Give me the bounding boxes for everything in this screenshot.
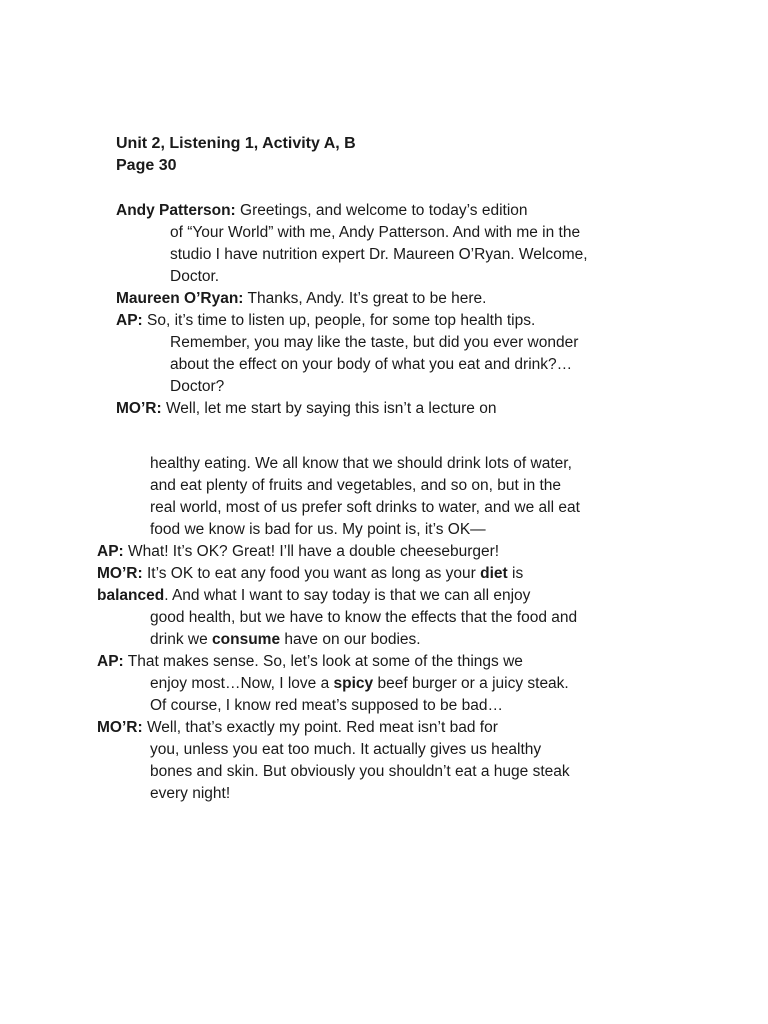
speaker-name: MO’R: (97, 565, 143, 582)
document-title: Unit 2, Listening 1, Activity A, B (116, 135, 356, 152)
page-number-label: Page 30 (116, 157, 177, 174)
vocabulary-word: diet (480, 565, 508, 582)
dialogue-text: have on our bodies. (284, 631, 421, 648)
dialogue-text: is (512, 565, 524, 582)
dialogue-line: healthy eating. We all know that we should drink lots of water, (150, 455, 572, 472)
dialogue-line (97, 585, 530, 607)
dialogue-line: food we know is bad for us. My point is, it’s OK— (150, 521, 486, 538)
dialogue-line: real world, most of us prefer soft drinks to water, and we all eat (150, 499, 580, 516)
speaker-name: AP: (116, 312, 143, 329)
dialogue-line (97, 563, 523, 585)
dialogue-line: Doctor. (170, 268, 220, 285)
dialogue-text: Well, that’s exactly my point. Red meat isn’t bad for (146, 719, 498, 736)
dialogue-line: every night! (150, 785, 231, 802)
dialogue-text: What! It’s OK? Great! I’ll have a double cheeseburger! (128, 543, 500, 560)
dialogue-line: Of course, I know red meat’s supposed to be bad… (150, 697, 503, 714)
dialogue-text: Thanks, Andy. It’s great to be here. (247, 290, 487, 307)
dialogue-text: beef burger or a juicy steak. (377, 675, 569, 692)
speaker-name: MO’R: (116, 400, 162, 417)
dialogue-line: you, unless you eat too much. It actually gives us healthy (150, 741, 542, 758)
dialogue-line: bones and skin. But obviously you shouldn’t eat a huge steak (150, 763, 570, 780)
dialogue-line: studio I have nutrition expert Dr. Maureen O’Ryan. Welcome, (170, 246, 588, 263)
dialogue-line: of “Your World” with me, Andy Patterson. And with me in the (170, 224, 581, 241)
dialogue-line: and eat plenty of fruits and vegetables, and so on, but in the (150, 477, 562, 494)
vocabulary-word: consume (212, 631, 281, 648)
dialogue-line (97, 541, 499, 563)
dialogue-line (116, 200, 528, 222)
dialogue-line (150, 673, 569, 695)
dialogue-text: Well, let me start by saying this isn’t a lecture on (165, 400, 497, 417)
vocabulary-word: balanced (97, 587, 165, 604)
dialogue-line: Remember, you may like the taste, but did you ever wonder (170, 334, 579, 351)
dialogue-text: That makes sense. So, let’s look at some of the things we (127, 653, 523, 670)
dialogue-text: enjoy most…Now, I love a (150, 675, 330, 692)
speaker-name: Andy Patterson: (116, 202, 236, 219)
dialogue-text: So, it’s time to listen up, people, for some top health tips. (147, 312, 536, 329)
vocabulary-word: spicy (333, 675, 374, 692)
dialogue-text: Greetings, and welcome to today’s edition (240, 202, 528, 219)
speaker-name: MO’R: (97, 719, 143, 736)
dialogue-line (116, 398, 496, 420)
speaker-name: AP: (97, 543, 124, 560)
dialogue-line (116, 288, 486, 310)
dialogue-text: It’s OK to eat any food you want as long as your (146, 565, 476, 582)
dialogue-line (97, 651, 523, 673)
dialogue-line (116, 310, 535, 332)
dialogue-line (150, 629, 421, 651)
dialogue-line: Doctor? (170, 378, 225, 395)
dialogue-text: . And what I want to say today is that we can all enjoy (164, 587, 531, 604)
dialogue-line (97, 717, 498, 739)
speaker-name: AP: (97, 653, 124, 670)
dialogue-line: about the effect on your body of what you eat and drink?… (170, 356, 573, 373)
dialogue-line: good health, but we have to know the effects that the food and (150, 609, 578, 626)
dialogue-text: drink we (150, 631, 208, 648)
speaker-name: Maureen O’Ryan: (116, 290, 244, 307)
